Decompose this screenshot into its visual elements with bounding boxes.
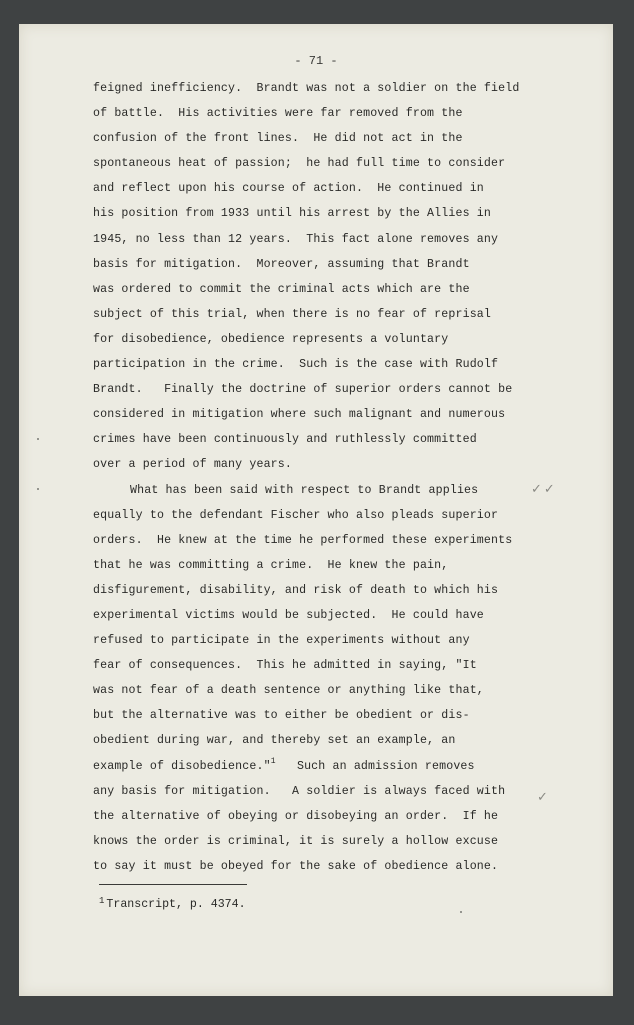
text-line: confusion of the front lines. He did not act in the: [93, 132, 463, 146]
footnote-number: 1: [99, 896, 105, 906]
text-line: orders. He knew at the time he performed these experiments: [93, 533, 513, 547]
paragraph-1: [93, 76, 563, 478]
margin-speck: [37, 438, 39, 440]
margin-speck: [460, 911, 462, 913]
text-line: of battle. His activities were far removed from the: [93, 107, 463, 121]
footnote-divider: [99, 884, 247, 885]
pencil-check-mark-icon: ✓✓: [531, 482, 557, 497]
paragraph-2: [93, 478, 563, 880]
text-line: participation in the crime. Such is the case with Rudolf: [93, 358, 499, 372]
pencil-check-mark-icon: ✓: [537, 790, 548, 805]
text-line: was not fear of a death sentence or anything like that,: [93, 684, 484, 698]
text-line: fear of consequences. This he admitted in saying, "It: [93, 659, 477, 673]
text-line: was ordered to commit the criminal acts which are the: [93, 282, 470, 296]
text-span: example of disobedience.": [93, 759, 271, 773]
text-line: basis for mitigation. Moreover, assuming that Brandt: [93, 257, 470, 271]
text-span: Such an admission removes: [275, 759, 475, 773]
text-line: knows the order is criminal, it is surely a hollow excuse: [93, 834, 499, 848]
text-line: and reflect upon his course of action. He continued in: [93, 182, 484, 196]
text-line: disfigurement, disability, and risk of death to which his: [93, 583, 499, 597]
text-line: refused to participate in the experiments without any: [93, 634, 470, 648]
footnote-text: Transcript, p. 4374.: [106, 898, 246, 911]
footnote: [99, 896, 246, 911]
text-line: experimental victims would be subjected. He could have: [93, 608, 484, 622]
body-text: [93, 76, 563, 879]
page-number: - 71 -: [294, 54, 338, 68]
text-line: the alternative of obeying or disobeying an order. If he: [93, 809, 499, 823]
text-line: any basis for mitigation. A soldier is always faced with: [93, 784, 506, 798]
text-line: his position from 1933 until his arrest by the Allies in: [93, 207, 492, 221]
text-line: but the alternative was to either be obedient or dis-: [93, 709, 470, 723]
margin-speck: [37, 488, 39, 490]
text-line: 1945, no less than 12 years. This fact alone removes any: [93, 232, 499, 246]
text-line: spontaneous heat of passion; he had full time to consider: [93, 157, 506, 171]
text-line: subject of this trial, when there is no fear of reprisal: [93, 307, 492, 321]
footnote-ref-mark: 1: [270, 756, 276, 766]
text-line-with-footnote-ref: [93, 754, 563, 779]
text-line: that he was committing a crime. He knew the pain,: [93, 558, 449, 572]
text-line: over a period of many years.: [93, 458, 293, 472]
document-page: [19, 24, 613, 996]
text-line: What has been said with respect to Brandt applies: [130, 483, 479, 497]
text-line: to say it must be obeyed for the sake of obedience alone.: [93, 859, 499, 873]
text-line: equally to the defendant Fischer who also pleads superior: [93, 508, 499, 522]
text-line: Brandt. Finally the doctrine of superior orders cannot be: [93, 383, 513, 397]
text-line: crimes have been continuously and ruthlessly committed: [93, 433, 477, 447]
text-line: obedient during war, and thereby set an example, an: [93, 734, 456, 748]
text-line: feigned inefficiency. Brandt was not a soldier on the field: [93, 82, 520, 95]
text-line: for disobedience, obedience represents a voluntary: [93, 332, 449, 346]
text-line: considered in mitigation where such malignant and numerous: [93, 408, 506, 422]
